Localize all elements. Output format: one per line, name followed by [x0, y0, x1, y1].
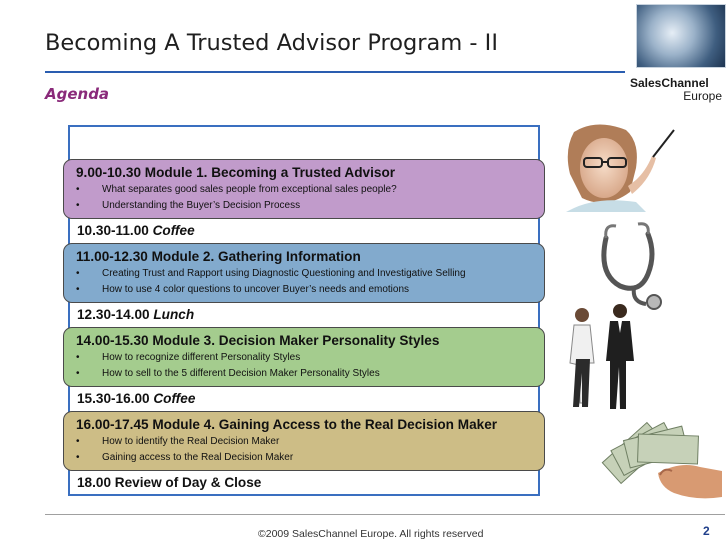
- hand-with-money-icon: [600, 413, 722, 503]
- module-1-title: 9.00-10.30 Module 1. Becoming a Trusted Advisor: [76, 165, 396, 180]
- bullet-dot: •: [76, 352, 80, 363]
- footer-rule: [45, 514, 725, 515]
- bullet-dot: •: [76, 200, 80, 211]
- break-coffee-1: [63, 219, 545, 243]
- bullet-dot: •: [76, 284, 80, 295]
- logo-sub-text: Europe: [683, 89, 722, 103]
- agenda-subtitle: Agenda: [45, 85, 110, 103]
- module-3-title: 14.00-15.30 Module 3. Decision Maker Personality Styles: [76, 333, 440, 348]
- module-3-bullet: [76, 350, 532, 366]
- break-time: 12.30-14.00: [77, 307, 150, 322]
- module-4-bullet: [76, 450, 532, 466]
- module-2-title: 11.00-12.30 Module 2. Gathering Information: [76, 249, 361, 264]
- bullet-text: Understanding the Buyer’s Decision Process: [102, 200, 301, 211]
- copyright-footer: ©2009 SalesChannel Europe. All rights reserved: [258, 528, 484, 540]
- bullet-dot: •: [76, 184, 80, 195]
- break-coffee-2: [63, 387, 545, 411]
- module-1-bullet: [76, 198, 532, 214]
- module-1: [63, 159, 545, 219]
- bullet-dot: •: [76, 368, 80, 379]
- module-1-bullet: [76, 182, 532, 198]
- saleschannel-logo: [626, 4, 724, 104]
- module-2-bullet: [76, 266, 532, 282]
- module-3-bullet: [76, 366, 532, 382]
- logo-brand-text: SalesChannel: [630, 76, 709, 90]
- break-label: Coffee: [153, 391, 196, 406]
- globe-logo-icon: [636, 4, 726, 68]
- break-time: 15.30-16.00: [77, 391, 150, 406]
- module-3: [63, 327, 545, 387]
- title-rule: [45, 71, 625, 73]
- bullet-text: How to sell to the 5 different Decision Maker Personality Styles: [102, 368, 380, 379]
- bullet-text: Gaining access to the Real Decision Maker: [102, 452, 294, 463]
- closing-item: 18.00 Review of Day & Close: [77, 475, 262, 490]
- slide-title: Becoming A Trusted Advisor Program - II: [45, 30, 498, 56]
- bullet-dot: •: [76, 452, 80, 463]
- module-4-bullet: [76, 434, 532, 450]
- break-time: 10.30-11.00: [77, 223, 149, 238]
- break-label: Lunch: [153, 307, 195, 322]
- page-number: 2: [703, 524, 710, 538]
- bullet-text: What separates good sales people from exceptional sales people?: [102, 184, 397, 195]
- woman-thinking-icon: [556, 122, 676, 212]
- bullet-dot: •: [76, 268, 80, 279]
- agenda-list: [63, 159, 545, 495]
- module-2: [63, 243, 545, 303]
- bullet-text: How to recognize different Personality Styles: [102, 352, 301, 363]
- module-4-title: 16.00-17.45 Module 4. Gaining Access to the Real Decision Maker: [76, 417, 498, 432]
- break-lunch: [63, 303, 545, 327]
- bullet-text: How to use 4 color questions to uncover Buyer’s needs and emotions: [102, 284, 410, 295]
- module-4: [63, 411, 545, 471]
- bullet-dot: •: [76, 436, 80, 447]
- stethoscope-icon: [592, 218, 672, 310]
- module-2-bullet: [76, 282, 532, 298]
- business-people-icon: [552, 303, 652, 415]
- bullet-text: Creating Trust and Rapport using Diagnostic Questioning and Investigative Selling: [102, 268, 466, 279]
- break-label: Coffee: [152, 223, 195, 238]
- bullet-text: How to identify the Real Decision Maker: [102, 436, 280, 447]
